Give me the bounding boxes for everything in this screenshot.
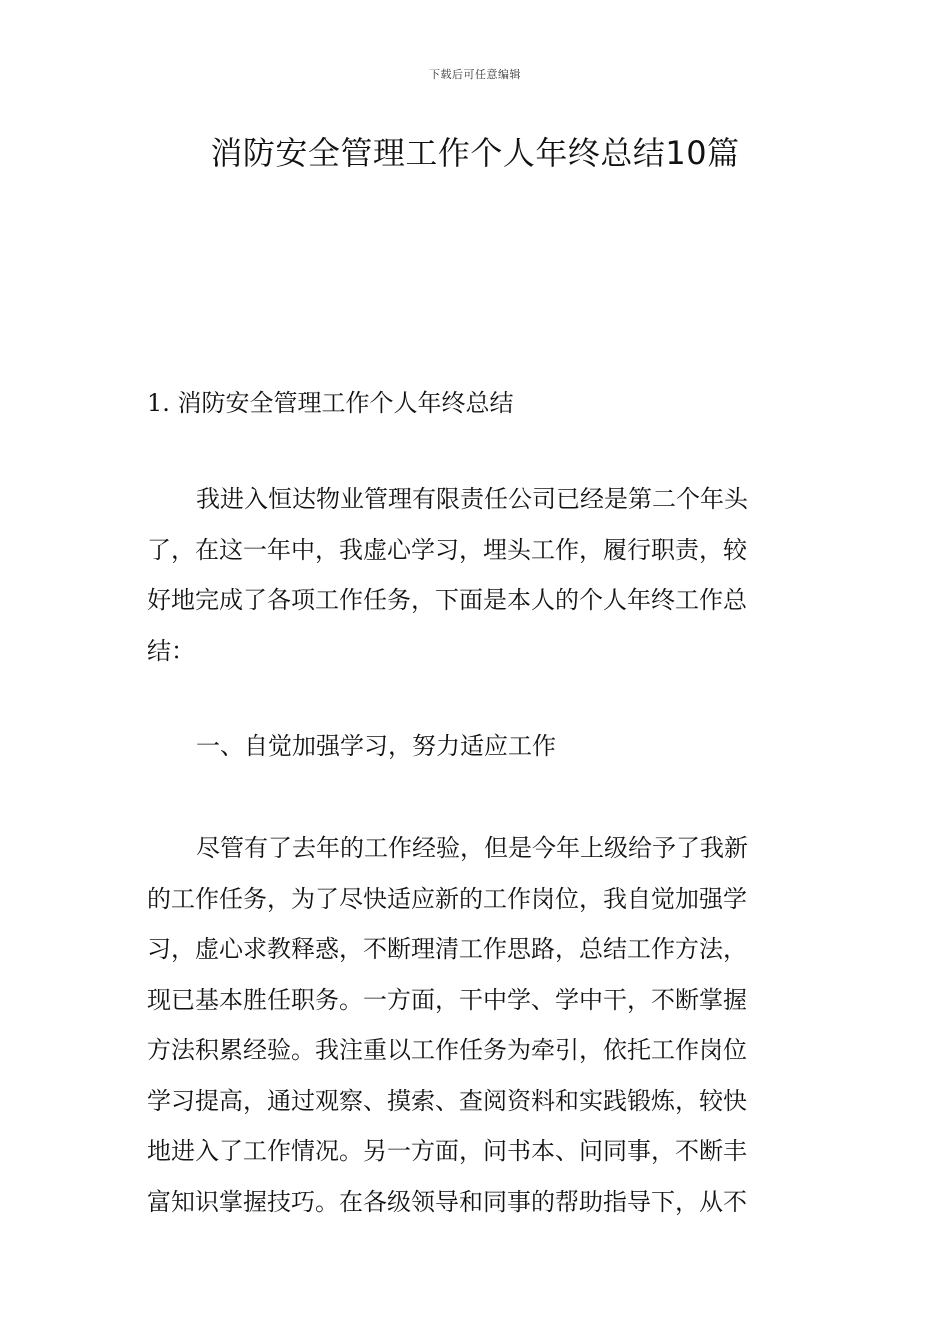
subheading-1 xyxy=(196,721,796,772)
paragraph-line: 的工作任务，为了尽快适应新的工作岗位，我自觉加强学 xyxy=(147,884,747,913)
paragraph-line: 地进入了工作情况。另一方面，问书本、问同事，不断丰 xyxy=(147,1137,747,1165)
paragraph-line: 学习提高，通过观察、摸索、查阅资料和实践锻炼，较快 xyxy=(147,1086,747,1115)
document-title: 消防安全管理工作个人年终总结10篇 xyxy=(210,134,740,172)
paragraph-line: 富知识掌握技巧。在各级领导和同事的帮助指导下，从不 xyxy=(147,1187,747,1216)
subheading-text: 一、自觉加强学习，努力适应工作 xyxy=(196,732,556,760)
paragraph-line: 现已基本胜任职务。一方面，干中学、学中干，不断掌握 xyxy=(147,985,747,1014)
paragraph-line: 了，在这一年中，我虚心学习，埋头工作，履行职责，较 xyxy=(147,535,747,564)
paragraph-line: 方法积累经验。我注重以工作任务为牵引，依托工作岗位 xyxy=(147,1036,747,1064)
paragraph-line: 结： xyxy=(147,636,195,665)
paragraph-line: 尽管有了去年的工作经验，但是今年上级给予了我新 xyxy=(196,834,748,862)
paragraph-1 xyxy=(147,474,807,676)
paragraph-line: 习，虚心求教释惑，不断理清工作思路，总结工作方法， xyxy=(147,935,747,963)
header-note: 下载后可任意编辑 xyxy=(429,68,521,81)
paragraph-line: 我进入恒达物业管理有限责任公司已经是第二个年头 xyxy=(196,485,748,513)
paragraph-2 xyxy=(147,823,807,1227)
section-heading: 1. 消防安全管理工作个人年终总结 xyxy=(147,389,514,417)
paragraph-line: 好地完成了各项工作任务，下面是本人的个人年终工作总 xyxy=(147,586,747,614)
